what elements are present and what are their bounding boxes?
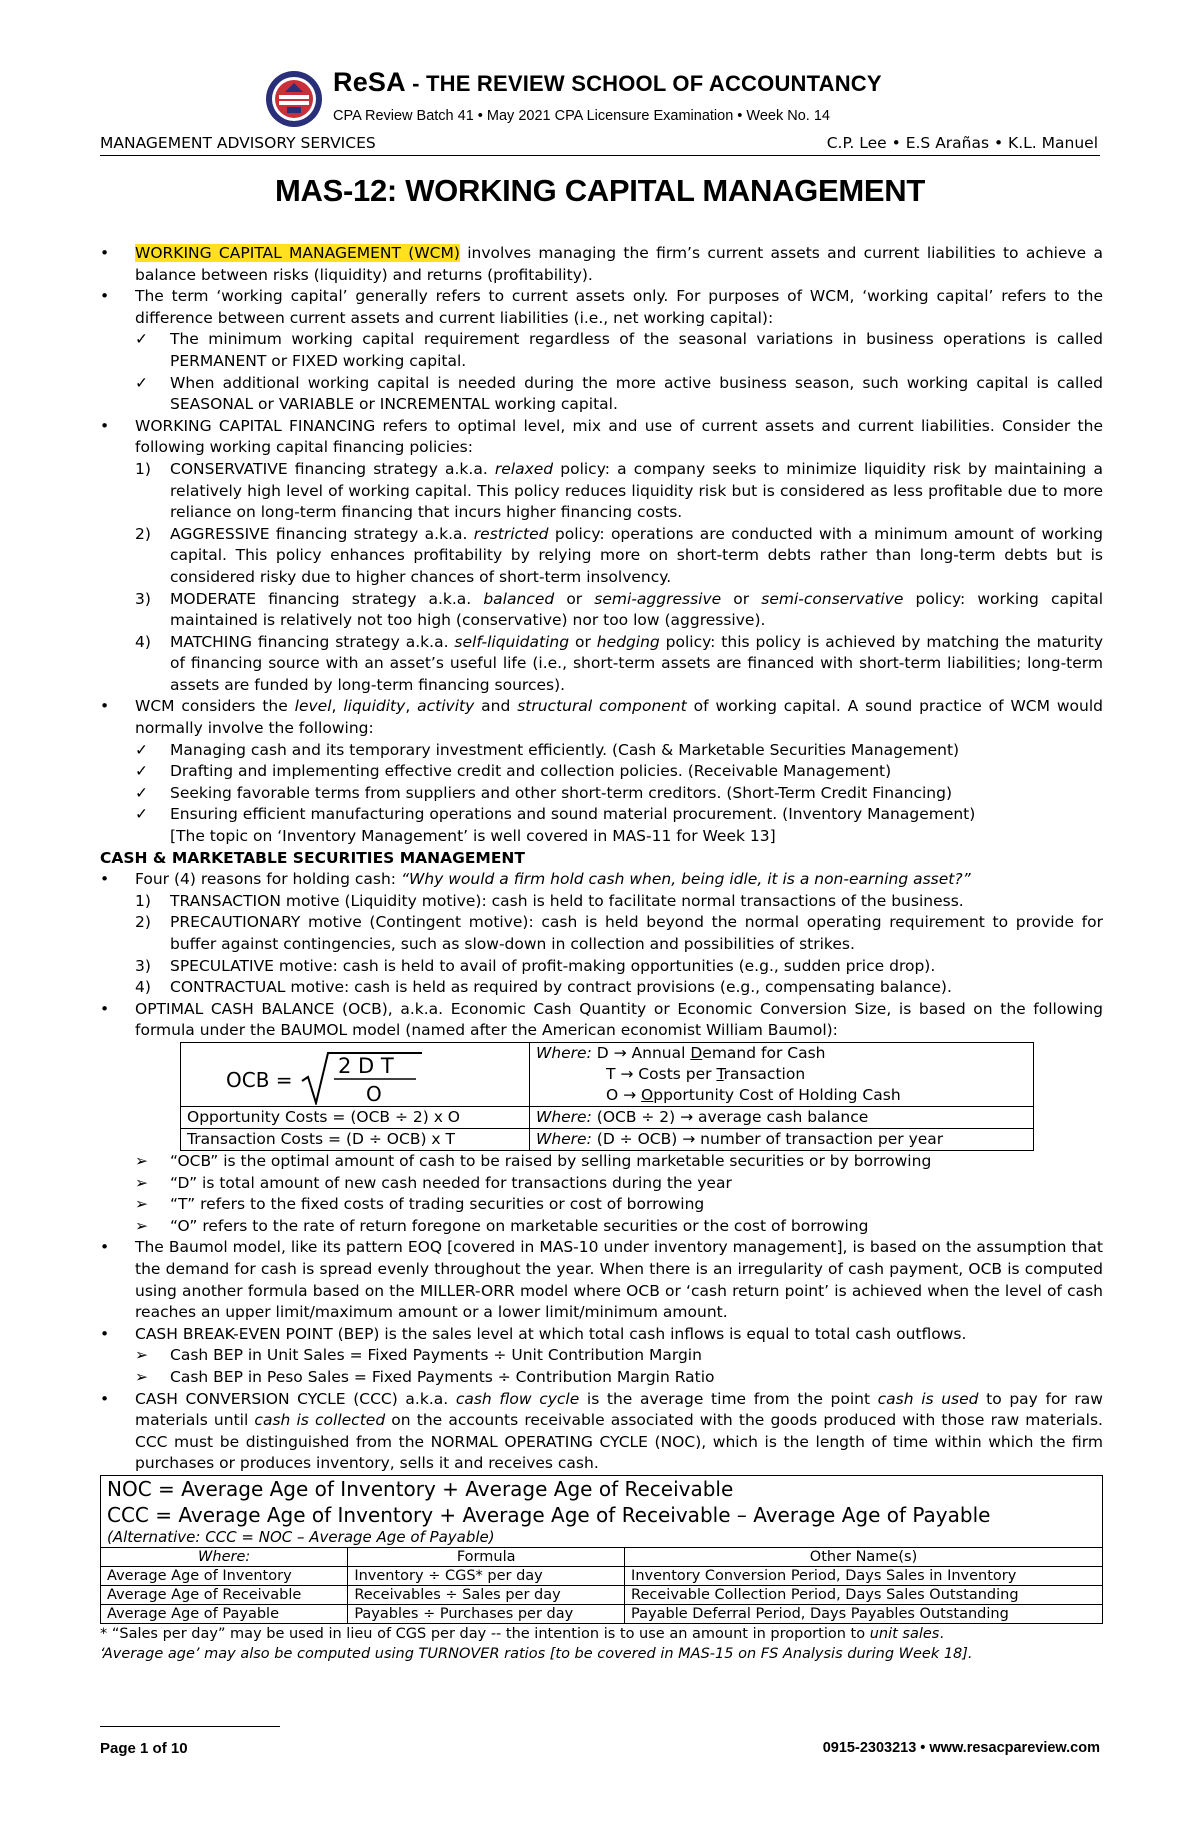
paragraph-ccc: • CASH CONVERSION CYCLE (CCC) a.k.a. cash flow cycle is the average time from the point cash is used to pay for raw materials until cash is collected on the accounts receivable associated with the goods produced with those raw materials. CCC must be distinguished from the NORMAL OPERATING CYCLE (NOC), which is the length of time within which the firm purchases or produces inventory, sells it and receives cash.: [100, 1389, 1103, 1473]
paragraph-wcm: • WORKING CAPITAL MANAGEMENT (WCM) involves managing the firm’s current assets and current liabilities to achieve a balance between risks (liquidity) and returns (profitability).: [100, 244, 1103, 284]
motive-speculative: 3) SPECULATIVE motive: cash is held to avail of profit-making opportunities (e.g., sudden price drop).: [135, 956, 936, 975]
check-item-seasonal: ✓ When additional working capital is needed during the more active business season, such working capital is called SEASONAL or VARIABLE or INCREMENTAL working capital.: [135, 373, 1103, 414]
table-row: Average Age of Inventory Inventory ÷ CGS* per day Inventory Conversion Period, Days Sales in Inventory: [101, 1566, 1103, 1585]
batch-info: CPA Review Batch 41 • May 2021 CPA Licensure Examination • Week No. 14: [333, 108, 830, 124]
noc-ccc-table: [100, 1475, 1103, 1624]
arrow-item-bep-unit: ➢ Cash BEP in Unit Sales = Fixed Payments ÷ Unit Contribution Margin: [135, 1346, 702, 1365]
svg-text:O: O: [366, 1081, 382, 1105]
page-footer: [100, 1726, 1100, 1756]
subject-bar: [100, 133, 1100, 156]
arrow-item-d: ➢ “D” is total amount of new cash needed for transactions during the year: [135, 1173, 732, 1192]
page-title: MAS-12: WORKING CAPITAL MANAGEMENT: [275, 173, 925, 208]
check-item-permanent: ✓ The minimum working capital requirement regardless of the seasonal variations in business operations is called PERMANENT or FIXED working capital.: [135, 330, 1103, 370]
school-name: ReSA - THE REVIEW SCHOOL OF ACCOUNTANCY: [333, 67, 882, 97]
policy-moderate: 3) MODERATE financing strategy a.k.a. balanced or semi-aggressive or semi-conservative policy: working capital maintained is relatively not too high (conservative) nor too low (aggressive).: [135, 589, 1104, 630]
ocb-formula: [181, 1042, 530, 1106]
motive-precautionary: 2) PRECAUTIONARY motive (Contingent motive): cash is held beyond the normal operating requirement to provide for buffer against contingencies, such as slow-down in collection and possibilities of strikes.: [135, 913, 1103, 953]
author-names: C.P. Lee • E.S Arañas • K.L. Manuel: [826, 134, 1098, 152]
policy-conservative: 1) CONSERVATIVE financing strategy a.k.a. relaxed policy: a company seeks to minimize liquidity risk by maintaining a relatively high level of working capital. This policy reduces liquidity risk but is considered as less profitable due to more reliance on long-term financing that incurs higher financing costs.: [135, 459, 1103, 522]
opportunity-cost-formula: Opportunity Costs = (OCB ÷ 2) x O: [181, 1106, 530, 1128]
baumol-formula-table: [180, 1042, 1034, 1151]
letterhead: [265, 68, 965, 130]
document-body: [100, 243, 1103, 1664]
section-heading-cash: CASH & MARKETABLE SECURITIES MANAGEMENT: [100, 848, 525, 867]
motive-contractual: 4) CONTRACTUAL motive: cash is held as required by contract provisions (e.g., compensating balance).: [135, 978, 952, 997]
paragraph-financing: • WORKING CAPITAL FINANCING refers to optimal level, mix and use of current assets and current liabilities. Consider the following working capital financing policies:: [100, 416, 1103, 457]
page-number: Page 1 of 10: [100, 1740, 188, 1757]
noc-formula: NOC = Average Age of Inventory + Average Age of Receivable: [101, 1475, 1103, 1502]
arrow-item-t: ➢ “T” refers to the fixed costs of trading securities or cost of borrowing: [135, 1195, 705, 1214]
paragraph-cash-bep: • CASH BREAK-EVEN POINT (BEP) is the sales level at which total cash inflows is equal to total cash outflows.: [100, 1324, 967, 1343]
motive-transaction: 1) TRANSACTION motive (Liquidity motive): cash is held to facilitate normal transactions of the business.: [135, 891, 964, 910]
policy-matching: 4) MATCHING financing strategy a.k.a. self-liquidating or hedging policy: this policy is achieved by matching the maturity of financing source with an asset’s useful life (i.e., short-term assets are financed with short-term liabilities; long-term assets are funded by long-term financing sources).: [135, 632, 1104, 694]
opportunity-cost-where: Where: (OCB ÷ 2) → average cash balance: [530, 1106, 1034, 1128]
table-header: Where:: [101, 1547, 348, 1566]
arrow-item-bep-peso: ➢ Cash BEP in Peso Sales = Fixed Payments ÷ Contribution Margin Ratio: [135, 1367, 715, 1386]
table-row: Average Age of Payable Payables ÷ Purchases per day Payable Deferral Period, Days Payables Outstanding: [101, 1604, 1103, 1623]
ccc-formula: CCC = Average Age of Inventory + Average Age of Receivable – Average Age of Payable: [101, 1502, 1103, 1528]
svg-text:2 D T: 2 D T: [338, 1053, 394, 1078]
arrow-item-o: ➢ “O” refers to the rate of return foregone on marketable securities or the cost of borrowing: [135, 1216, 869, 1235]
paragraph-wcm-considers: • WCM considers the level, liquidity, activity and structural component of working capital. A sound practice of WCM would normally involve the following:: [100, 697, 1103, 738]
transaction-cost-formula: Transaction Costs = (D ÷ OCB) x T: [181, 1128, 530, 1150]
policy-aggressive: 2) AGGRESSIVE financing strategy a.k.a. restricted policy: operations are conducted with a minimum amount of working capital. This policy enhances profitability by relying more on short-term debts rather than long-term debts but is considered risky due to higher chances of short-term insolvency.: [135, 524, 1103, 586]
table-header: Other Name(s): [625, 1547, 1103, 1566]
check-item-suppliers: ✓ Seeking favorable terms from suppliers and other short-term creditors. (Short-Term Credit Financing): [135, 783, 952, 802]
contact-info: 0915-2303213 • www.resacpareview.com: [822, 1740, 1100, 1756]
arrow-item-ocb: ➢ “OCB” is the optimal amount of cash to be raised by selling marketable securities or by borrowing: [135, 1151, 932, 1170]
formula-legend: Where: D → Annual Demand for Cash T → Costs per Transaction O → Opportunity Cost of Holding Cash: [530, 1042, 1034, 1106]
inventory-note: [The topic on ‘Inventory Management’ is well covered in MAS-11 for Week 13]: [170, 827, 776, 846]
table-row: Average Age of Receivable Receivables ÷ Sales per day Receivable Collection Period, Days Sales Outstanding: [101, 1585, 1103, 1604]
svg-text:OCB =: OCB =: [226, 1067, 293, 1092]
check-item-credit: ✓ Drafting and implementing effective credit and collection policies. (Receivable Management): [135, 762, 892, 781]
subject-name: MANAGEMENT ADVISORY SERVICES: [100, 134, 376, 152]
paragraph-reasons: • Four (4) reasons for holding cash: “Why would a firm hold cash when, being idle, it is a non-earning asset?”: [100, 870, 971, 889]
paragraph-baumol: • The Baumol model, like its pattern EOQ [covered in MAS-10 under inventory management], is based on the assumption that the demand for cash is spread evenly throughout the year. When there is an irregularity of cash payment, OCB is computed using another formula based on the MILLER-ORR model where OCB or ‘cash return point’ is achieved when the level of cash reaches an upper limit/maximum amount or a lower limit/minimum amount.: [100, 1238, 1103, 1322]
table-header: Formula: [348, 1547, 625, 1566]
square-root-formula: [226, 1049, 506, 1105]
resa-logo-icon: [265, 70, 323, 128]
paragraph-working-capital: • The term ‘working capital’ generally refers to current assets only. For purposes of WCM, ‘working capital’ refers to the difference between current assets and current liabilities (i.e., net working capital):: [100, 287, 1103, 327]
ccc-alternative: (Alternative: CCC = NOC – Average Age of Payable): [101, 1528, 1103, 1548]
highlighted-term: WORKING CAPITAL MANAGEMENT (WCM): [135, 244, 460, 262]
transaction-cost-where: Where: (D ÷ OCB) → number of transaction per year: [530, 1128, 1034, 1150]
footnote-turnover: ‘Average age’ may also be computed using TURNOVER ratios [to be covered in MAS-15 on FS Analysis during Week 18].: [100, 1645, 973, 1662]
footnote-sales-per-day: * “Sales per day” may be used in lieu of CGS per day -- the intention is to use an amount in proportion to unit sales.: [100, 1625, 944, 1642]
check-item-cash: ✓ Managing cash and its temporary investment efficiently. (Cash & Marketable Securities Management): [135, 740, 960, 759]
check-item-inventory: ✓ Ensuring efficient manufacturing operations and sound material procurement. (Inventory Management): [135, 805, 976, 824]
paragraph-ocb: • OPTIMAL CASH BALANCE (OCB), a.k.a. Economic Cash Quantity or Economic Conversion Size, is based on the following formula under the BAUMOL model (named after the American economist William Baumol):: [100, 999, 1103, 1040]
